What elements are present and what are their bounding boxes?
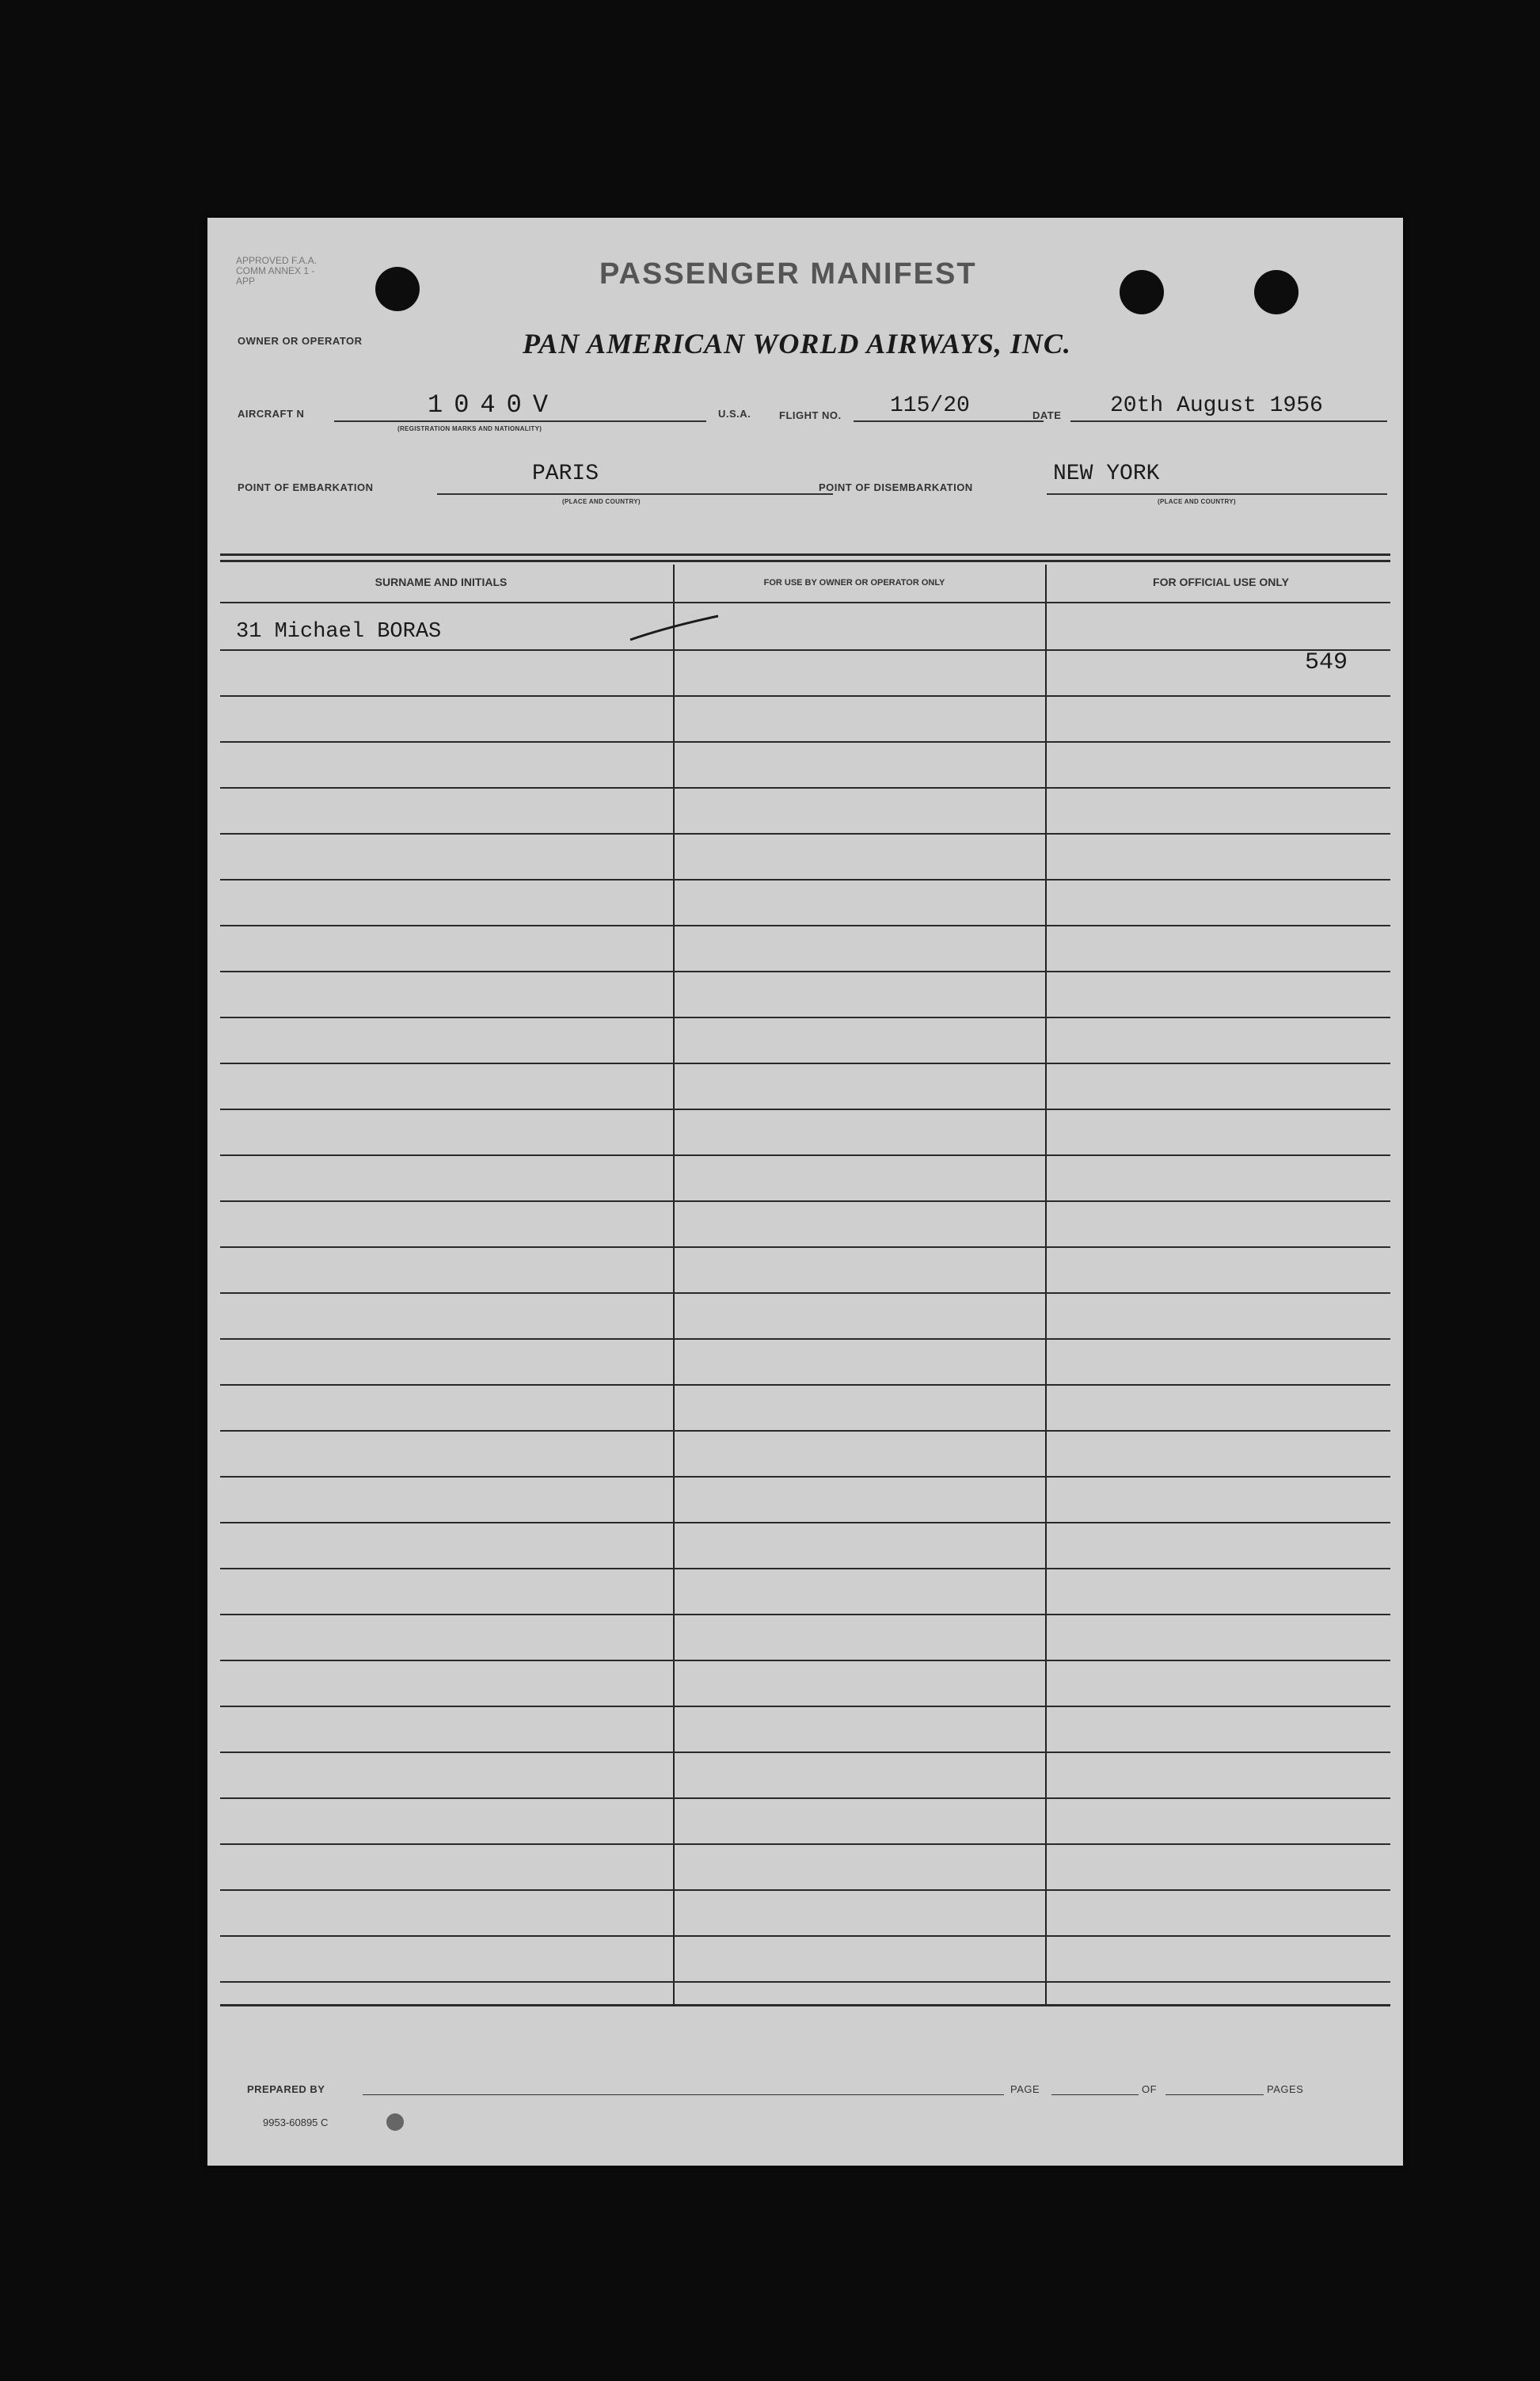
owner-label: OWNER OR OPERATOR — [238, 335, 363, 347]
of-label: OF — [1142, 2083, 1158, 2095]
row-rule — [220, 1063, 1390, 1064]
airline-name: PAN AMERICAN WORLD AIRWAYS, INC. — [523, 328, 1071, 359]
row-rule — [220, 1522, 1390, 1523]
row-rule — [220, 741, 1390, 743]
column-divider-2 — [1045, 565, 1047, 2006]
flight-underline — [854, 420, 1044, 422]
row-rule — [220, 1338, 1390, 1340]
flight-value: 115/20 — [890, 394, 970, 418]
punch-hole-right — [1254, 270, 1299, 314]
embarkation-label: POINT OF EMBARKATION — [238, 481, 374, 493]
table-top-rule-2 — [220, 560, 1390, 562]
punch-hole-center — [1120, 270, 1164, 314]
row-rule — [220, 1935, 1390, 1937]
row-rule — [220, 649, 1390, 651]
passenger-name: 31 Michael BORAS — [236, 620, 442, 644]
column-header-official-use: FOR OFFICIAL USE ONLY — [1153, 576, 1289, 588]
row-rule — [220, 1109, 1390, 1110]
embarkation-note: (PLACE AND COUNTRY) — [562, 498, 641, 505]
row-rule — [220, 1706, 1390, 1707]
row-rule — [220, 1292, 1390, 1294]
row-rule — [220, 879, 1390, 881]
form-title: PASSENGER MANIFEST — [599, 257, 977, 291]
row-rule — [220, 1981, 1390, 1983]
union-label-icon — [386, 2113, 404, 2131]
row-rule — [220, 1797, 1390, 1799]
aircraft-label: AIRCRAFT N — [238, 408, 305, 420]
disembarkation-note: (PLACE AND COUNTRY) — [1158, 498, 1236, 505]
embarkation-underline — [437, 493, 833, 495]
row-rule — [220, 1154, 1390, 1156]
column-header-surname: SURNAME AND INITIALS — [375, 576, 508, 588]
aircraft-value: 1040V — [428, 390, 560, 420]
page-underline — [1051, 2094, 1139, 2095]
column-divider-1 — [673, 565, 675, 2006]
of-underline — [1165, 2094, 1264, 2095]
row-rule — [220, 1384, 1390, 1386]
page-label: PAGE — [1010, 2083, 1040, 2095]
row-rule-header — [220, 602, 1390, 603]
usa-label: U.S.A. — [718, 408, 751, 420]
row-rule — [220, 1430, 1390, 1432]
date-underline — [1070, 420, 1387, 422]
disembarkation-value: NEW YORK — [1053, 462, 1160, 486]
row-rule — [220, 1660, 1390, 1661]
flight-label: FLIGHT NO. — [779, 409, 842, 421]
disembarkation-label: POINT OF DISEMBARKATION — [819, 481, 973, 493]
row-rule — [220, 833, 1390, 835]
official-note: 549 — [1305, 649, 1348, 676]
punch-hole-left — [375, 267, 420, 311]
approval-stamp: APPROVED F.A.A. COMM ANNEX 1 - APP — [236, 255, 318, 287]
disembarkation-underline — [1047, 493, 1387, 495]
form-number: 9953-60895 C — [263, 2117, 329, 2128]
manifest-sheet — [207, 218, 1403, 2166]
row-rule — [220, 1889, 1390, 1891]
registration-note: (REGISTRATION MARKS AND NATIONALITY) — [397, 425, 542, 432]
check-mark — [627, 610, 722, 645]
prepared-by-label: PREPARED BY — [247, 2083, 325, 2095]
row-rule — [220, 925, 1390, 926]
aircraft-underline — [334, 420, 706, 422]
table-top-rule — [220, 553, 1390, 556]
row-rule — [220, 1017, 1390, 1018]
embarkation-value: PARIS — [532, 462, 599, 486]
row-rule — [220, 1614, 1390, 1615]
row-rule — [220, 695, 1390, 697]
column-header-owner-use: FOR USE BY OWNER OR OPERATOR ONLY — [763, 578, 945, 588]
row-rule — [220, 1476, 1390, 1478]
date-value: 20th August 1956 — [1110, 394, 1323, 418]
row-rule — [220, 1752, 1390, 1753]
prepared-by-underline — [363, 2094, 1004, 2095]
pages-label: PAGES — [1267, 2083, 1304, 2095]
date-label: DATE — [1032, 409, 1062, 421]
row-rule — [220, 971, 1390, 972]
row-rule — [220, 1246, 1390, 1248]
row-rule — [220, 1843, 1390, 1845]
row-rule — [220, 1568, 1390, 1569]
row-rule — [220, 1200, 1390, 1202]
row-rule — [220, 787, 1390, 789]
table-bottom-rule — [220, 2004, 1390, 2006]
